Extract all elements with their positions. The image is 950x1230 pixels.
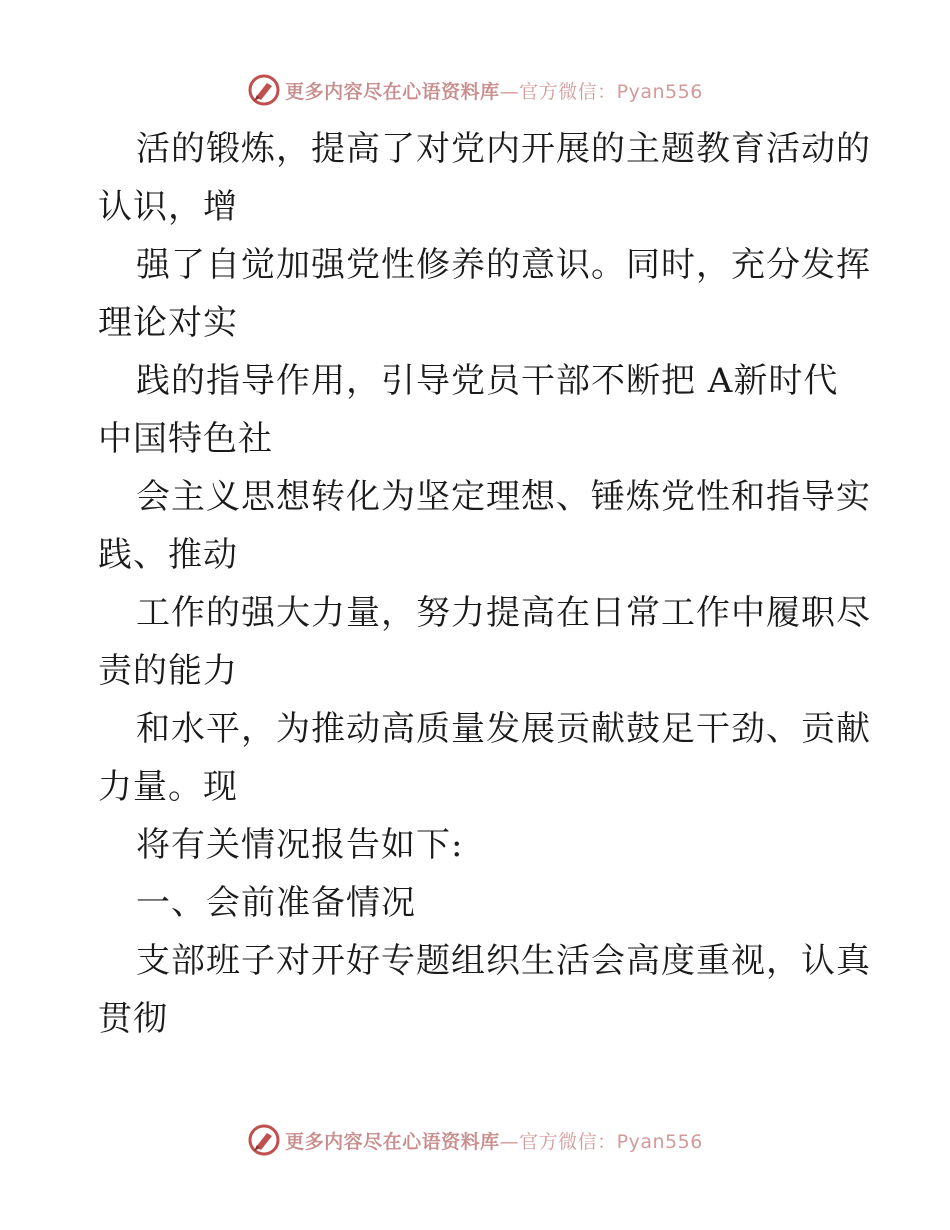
text-line: 中国特色社	[98, 419, 273, 459]
text-line: 贯彻	[98, 999, 168, 1039]
text-line: 强了自觉加强党性修养的意识。同时，充分发挥	[136, 245, 871, 285]
text-line: 力量。现	[98, 767, 238, 807]
text-line: 践的指导作用，引导党员干部不断把 A新时代	[136, 361, 839, 401]
banner-text: 更多内容尽在心语资料库—官方微信：Pyan556	[285, 1130, 703, 1153]
pen-nib-logo-icon	[247, 1123, 281, 1157]
text-line: 践、推动	[98, 535, 238, 575]
text-line: 活的锻炼，提高了对党内开展的主题教育活动的	[136, 129, 871, 169]
text-line: 将有关情况报告如下:	[136, 825, 464, 865]
text-line: 责的能力	[98, 651, 238, 691]
pen-nib-logo-icon	[247, 73, 281, 107]
document-body	[98, 120, 871, 1048]
text-line: 理论对实	[98, 303, 238, 343]
footer-banner	[0, 1122, 950, 1158]
section-heading: 一、会前准备情况	[136, 883, 416, 923]
header-banner	[0, 72, 950, 108]
text-line: 认识，增	[98, 187, 238, 227]
text-line: 支部班子对开好专题组织生活会高度重视，认真	[136, 941, 871, 981]
text-line: 和水平，为推动高质量发展贡献鼓足干劲、贡献	[136, 709, 871, 749]
banner-text: 更多内容尽在心语资料库—官方微信：Pyan556	[285, 80, 703, 103]
text-line: 工作的强大力量，努力提高在日常工作中履职尽	[136, 593, 871, 633]
text-line: 会主义思想转化为坚定理想、锤炼党性和指导实	[136, 477, 871, 517]
